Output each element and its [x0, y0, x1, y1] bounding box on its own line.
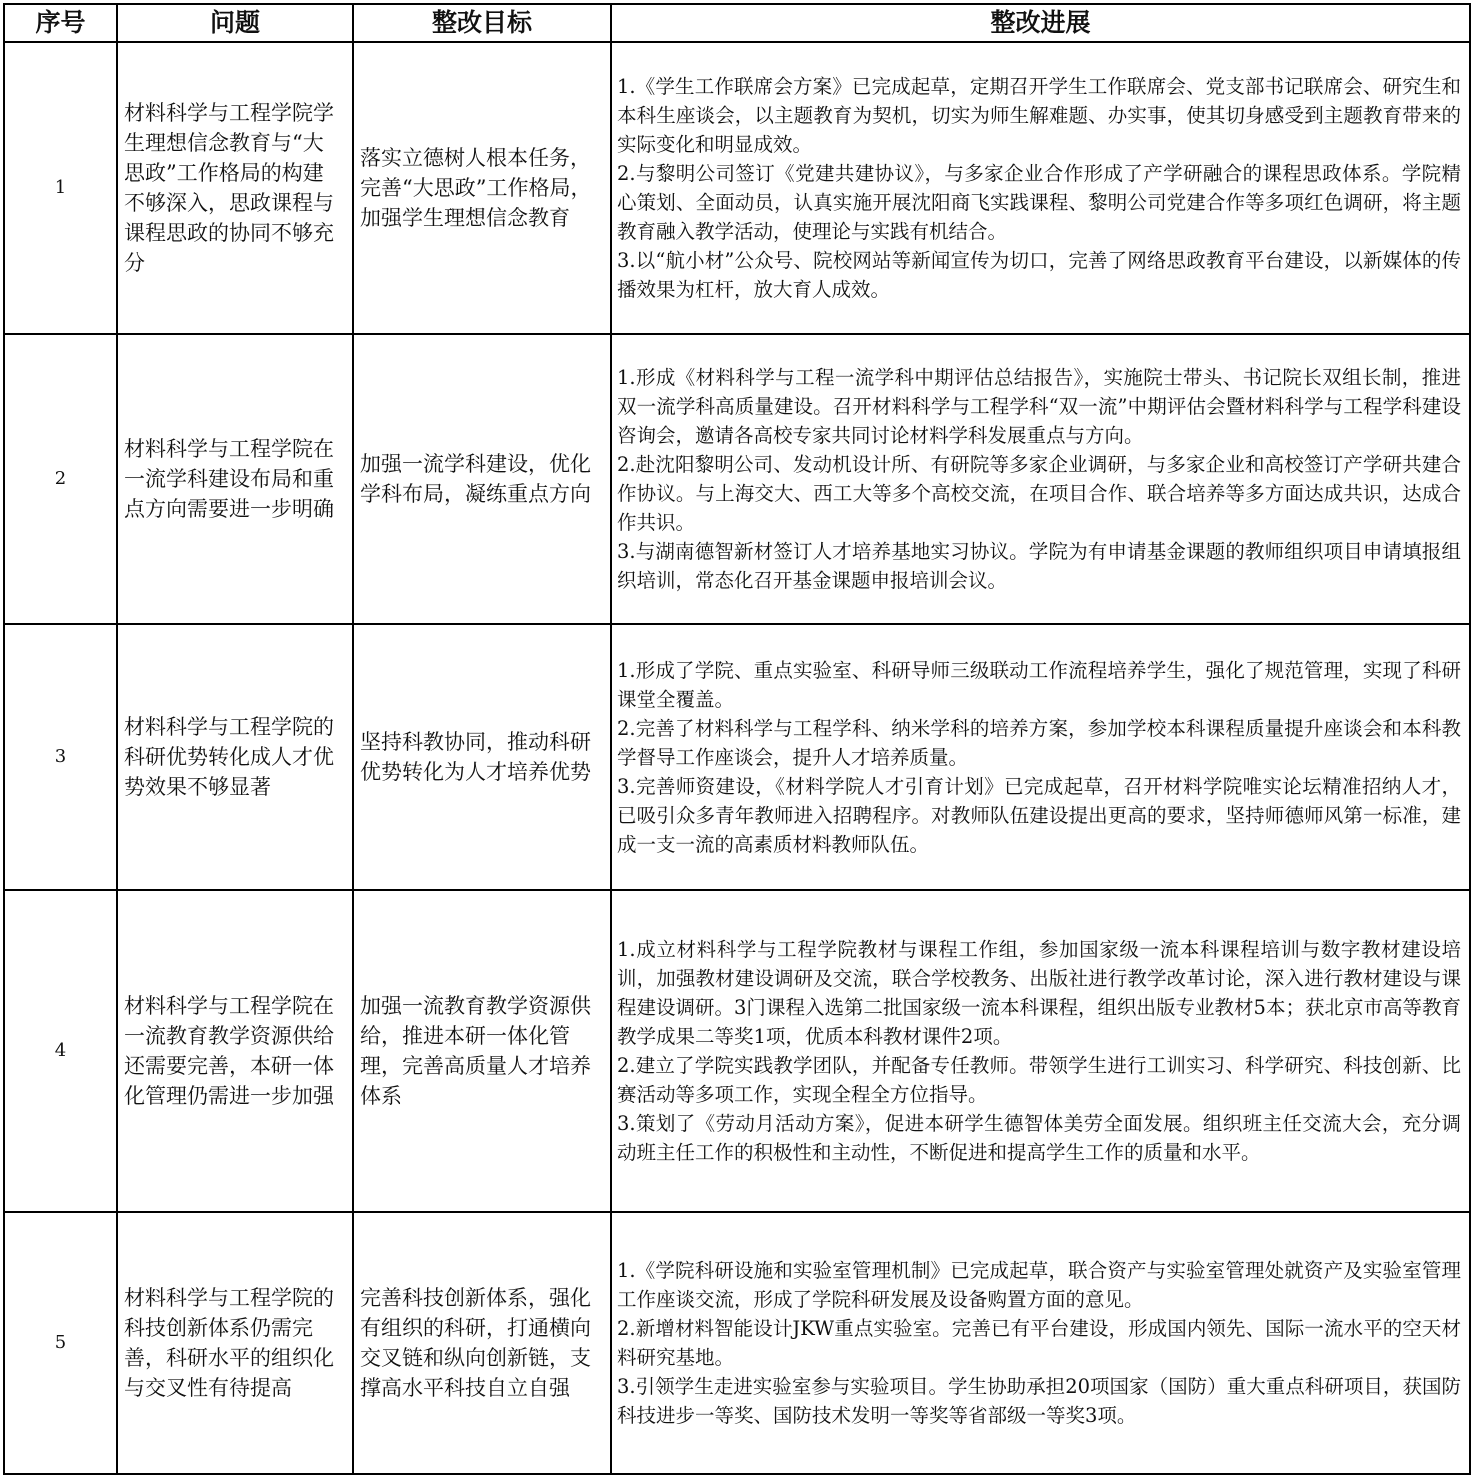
- goal-cell: 加强一流学科建设，优化学科布局，凝练重点方向: [353, 334, 611, 624]
- table-row: [4, 890, 1470, 1212]
- table-row: [4, 624, 1470, 890]
- row-number: 4: [4, 890, 117, 1212]
- progress-cell: [611, 624, 1470, 890]
- progress-item: 3.引领学生走进实验室参与实验项目。学生协助承担20项国家（国防）重大重点科研项目，获国防科技进步一等奖、国防技术发明一等奖等省部级一等奖3项。: [617, 1375, 1461, 1427]
- header-no: 序号: [4, 4, 117, 42]
- problem-cell: 材料科学与工程学院学生理想信念教育与“大思政”工作格局的构建不够深入，思政课程与课程思政的协同不够充分: [117, 42, 353, 334]
- row-number: 1: [4, 42, 117, 334]
- table-header: [4, 4, 1470, 42]
- progress-item: 3.以“航小材”公众号、院校网站等新闻宣传为切口，完善了网络思政教育平台建设，以新媒体的传播效果为杠杆，放大育人成效。: [617, 249, 1461, 301]
- header-row: [4, 4, 1470, 42]
- row-number: 5: [4, 1212, 117, 1474]
- progress-item: 2.建立了学院实践教学团队，并配备专任教师。带领学生进行工训实习、科学研究、科技创新、比赛活动等多项工作，实现全程全方位指导。: [617, 1054, 1461, 1106]
- row-number: 3: [4, 624, 117, 890]
- progress-item: 3.与湖南德智新材签订人才培养基地实习协议。学院为有申请基金课题的教师组织项目申请填报组织培训，常态化召开基金课题申报培训会议。: [617, 540, 1461, 592]
- progress-cell: [611, 890, 1470, 1212]
- progress-item: 1.《学院科研设施和实验室管理机制》已完成起草，联合资产与实验室管理处就资产及实验室管理工作座谈交流，形成了学院科研发展及设备购置方面的意见。: [617, 1259, 1461, 1311]
- goal-cell: 落实立德树人根本任务，完善“大思政”工作格局，加强学生理想信念教育: [353, 42, 611, 334]
- rectification-table: [3, 3, 1471, 1475]
- problem-cell: 材料科学与工程学院在一流教育教学资源供给还需要完善，本研一体化管理仍需进一步加强: [117, 890, 353, 1212]
- progress-item: 1.成立材料科学与工程学院教材与课程工作组，参加国家级一流本科课程培训与数字教材建设培训，加强教材建设调研及交流，联合学校教务、出版社进行教学改革讨论，深入进行教材建设与课程建设调研。3门课程入选第二批国家级一流本科课程，组织出版专业教材5本；获北京市高等教育教学成果二等奖1项，优质本科教材课件2项。: [617, 938, 1461, 1048]
- progress-item: 2.完善了材料科学与工程学科、纳米学科的培养方案，参加学校本科课程质量提升座谈会和本科教学督导工作座谈会，提升人才培养质量。: [617, 716, 1461, 769]
- header-progress: 整改进展: [611, 4, 1470, 42]
- progress-item: 2.赴沈阳黎明公司、发动机设计所、有研院等多家企业调研，与多家企业和高校签订产学研共建合作协议。与上海交大、西工大等多个高校交流，在项目合作、联合培养等多方面达成共识，达成合作共识。: [617, 453, 1461, 534]
- progress-cell: [611, 42, 1470, 334]
- header-goal: 整改目标: [353, 4, 611, 42]
- progress-item: 1.形成《材料科学与工程一流学科中期评估总结报告》，实施院士带头、书记院长双组长制，推进双一流学科高质量建设。召开材料科学与工程学科“双一流”中期评估会暨材料科学与工程学科建设咨询会，邀请各高校专家共同讨论材料学科发展重点与方向。: [617, 366, 1461, 447]
- progress-item: 2.与黎明公司签订《党建共建协议》，与多家企业合作形成了产学研融合的课程思政体系。学院精心策划、全面动员，认真实施开展沈阳商飞实践课程、黎明公司党建合作等多项红色调研，将主题教育融入教学活动，使理论与实践有机结合。: [617, 162, 1461, 243]
- table-row: [4, 334, 1470, 624]
- goal-cell: 加强一流教育教学资源供给，推进本研一体化管理，完善高质量人才培养体系: [353, 890, 611, 1212]
- progress-item: 1.形成了学院、重点实验室、科研导师三级联动工作流程培养学生，强化了规范管理，实现了科研课堂全覆盖。: [617, 658, 1461, 711]
- table-row: [4, 42, 1470, 334]
- row-number: 2: [4, 334, 117, 624]
- goal-cell: 完善科技创新体系，强化有组织的科研，打通横向交叉链和纵向创新链，支撑高水平科技自立自强: [353, 1212, 611, 1474]
- problem-cell: 材料科学与工程学院的科技创新体系仍需完善，科研水平的组织化与交叉性有待提高: [117, 1212, 353, 1474]
- progress-item: 1.《学生工作联席会方案》已完成起草，定期召开学生工作联席会、党支部书记联席会、研究生和本科生座谈会，以主题教育为契机，切实为师生解难题、办实事，使其切身感受到主题教育带来的实际变化和明显成效。: [617, 75, 1461, 156]
- progress-cell: [611, 1212, 1470, 1474]
- table-row: [4, 1212, 1470, 1474]
- goal-cell: 坚持科教协同，推动科研优势转化为人才培养优势: [353, 624, 611, 890]
- problem-cell: 材料科学与工程学院在一流学科建设布局和重点方向需要进一步明确: [117, 334, 353, 624]
- problem-cell: 材料科学与工程学院的科研优势转化成人才优势效果不够显著: [117, 624, 353, 890]
- table-body: [4, 42, 1470, 1474]
- progress-item: 3.完善师资建设，《材料学院人才引育计划》已完成起草，召开材料学院唯实论坛精准招纳人才，已吸引众多青年教师进入招聘程序。对教师队伍建设提出更高的要求，坚持师德师风第一标准，建成一支一流的高素质材料教师队伍。: [617, 774, 1461, 856]
- progress-item: 3.策划了《劳动月活动方案》，促进本研学生德智体美劳全面发展。组织班主任交流大会，充分调动班主任工作的积极性和主动性，不断促进和提高学生工作的质量和水平。: [617, 1112, 1461, 1164]
- progress-item: 2.新增材料智能设计JKW重点实验室。完善已有平台建设，形成国内领先、国际一流水平的空天材料研究基地。: [617, 1317, 1461, 1369]
- header-problem: 问题: [117, 4, 353, 42]
- progress-cell: [611, 334, 1470, 624]
